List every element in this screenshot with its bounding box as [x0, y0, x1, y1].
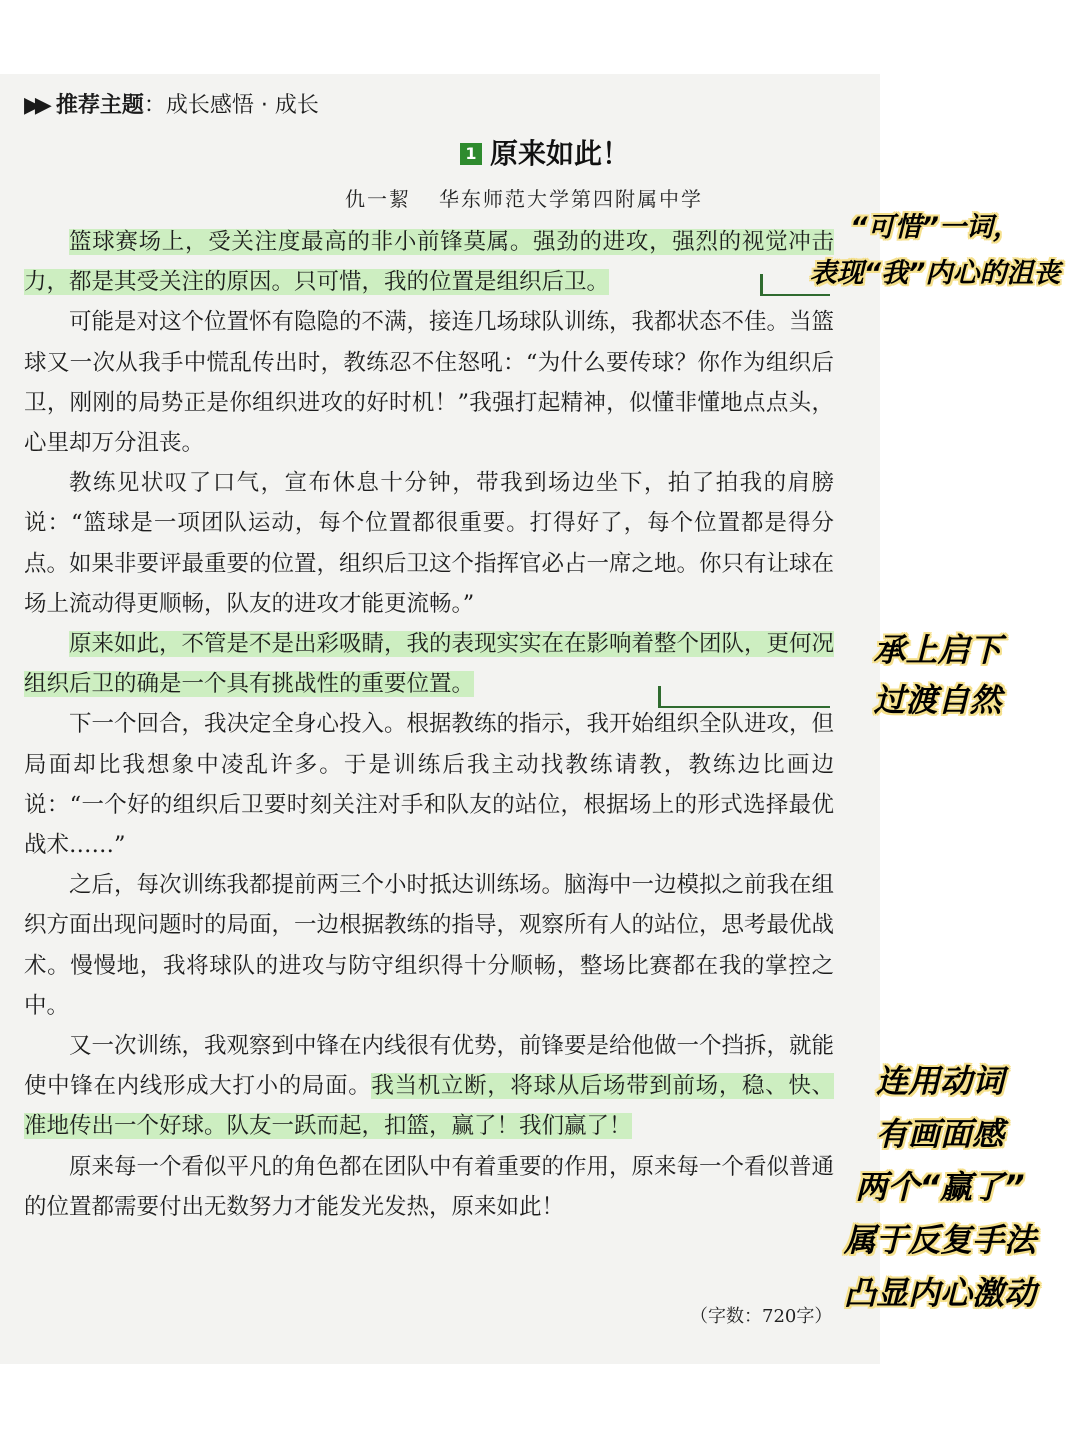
byline — [345, 183, 703, 212]
word-count: （字数：720字） — [690, 1306, 833, 1327]
highlighted-text: 篮球赛场上，受关注度最高的非小前锋莫属。强劲的进攻，强烈的视觉冲击力，都是其受关注的原因。只可惜，我的位置是组织后卫。 — [24, 229, 834, 296]
annotation-note — [800, 205, 1070, 297]
paragraph: 教练见状叹了口气，宣布休息十分钟，带我到场边坐下，拍了拍我的肩膀说：“篮球是一项团队运动，每个位置都很重要。打得好了，每个位置都是得分点。如果非要评最重要的位置，组织后卫这个指挥官必占一席之地。你只有让球在场上流动得更顺畅，队友的进攻才能更流畅。” — [24, 470, 835, 617]
topic-text: ：成长感悟 · 成长 — [143, 93, 319, 118]
annotation-bracket — [760, 274, 763, 296]
annotation-note — [850, 625, 1025, 725]
paragraph — [24, 222, 834, 302]
annotation-line: 表现“我”内心的沮丧 — [809, 258, 1061, 289]
topic-label: 推荐主题 — [55, 93, 144, 118]
paragraph — [24, 1026, 834, 1147]
double-arrow-icon: ▶▶ — [24, 93, 46, 118]
annotation-note — [810, 1055, 1070, 1320]
title-text: 原来如此！ — [490, 137, 631, 170]
paragraph — [24, 624, 834, 704]
highlighted-text: 原来如此，不管是不是出彩吸睛，我的表现实实在在影响着整个团队，更何况组织后卫的确是一个具有挑战性的重要位置。 — [24, 631, 835, 698]
school-name: 华东师范大学第四附属中学 — [439, 187, 703, 211]
annotation-bracket — [658, 686, 661, 708]
title-number-badge: 1 — [460, 143, 482, 165]
author-name: 仇一絜 — [345, 187, 411, 211]
annotation-line: 属于反复手法 — [843, 1221, 1036, 1259]
paragraph: 下一个回合，我决定全身心投入。根据教练的指示，我开始组织全队进攻，但局面却比我想象中凌乱许多。于是训练后我主动找教练请教，教练边比画边说：“一个好的组织后卫要时刻关注对手和队友的站位，根据场上的形式选择最优战术……” — [24, 711, 835, 859]
annotation-pointer-line — [658, 706, 830, 708]
annotation-line: 有画面感 — [875, 1115, 1004, 1153]
annotation-line: 凸显内心激动 — [843, 1274, 1036, 1312]
paragraph-lead: 又一次训练，我观察到中锋在内线很有优势，前锋要是给他做一个挡拆，就能使中锋在内线形成大打小的局面。 — [24, 1033, 835, 1100]
essay-title — [460, 132, 630, 172]
topic-header — [24, 88, 319, 119]
paragraph: 可能是对这个位置怀有隐隐的不满，接连几场球队训练，我都状态不佳。当篮球又一次从我手中慌乱传出时，教练忍不住怒吼：“为什么要传球？你作为组织后卫，刚刚的局势正是你组织进攻的好时机！”我强打起精神，似懂非懂地点点头，心里却万分沮丧。 — [24, 309, 835, 457]
annotation-line: 过渡自然 — [873, 681, 1002, 719]
paragraph: 原来每一个看似平凡的角色都在团队中有着重要的作用，原来每一个看似普通的位置都需要付出无数努力才能发光发热，原来如此！ — [24, 1153, 835, 1220]
highlighted-text: 我当机立断，将球从后场带到前场，稳、快、准地传出一个好球。队友一跃而起，扣篮，赢了！我们赢了！ — [24, 1073, 834, 1140]
annotation-line: “可惜”一词， — [850, 212, 1020, 243]
essay-body — [24, 222, 834, 1227]
annotation-line: 两个“赢了” — [855, 1168, 1025, 1206]
paragraph: 之后，每次训练我都提前两三个小时抵达训练场。脑海中一边模拟之前我在组织方面出现问题时的局面，一边根据教练的指导，观察所有人的站位，思考最优战术。慢慢地，我将球队的进攻与防守组织得十分顺畅，整场比赛都在我的掌控之中。 — [24, 872, 835, 1019]
annotation-line: 连用动词 — [875, 1062, 1004, 1100]
annotation-line: 承上启下 — [873, 631, 1002, 669]
